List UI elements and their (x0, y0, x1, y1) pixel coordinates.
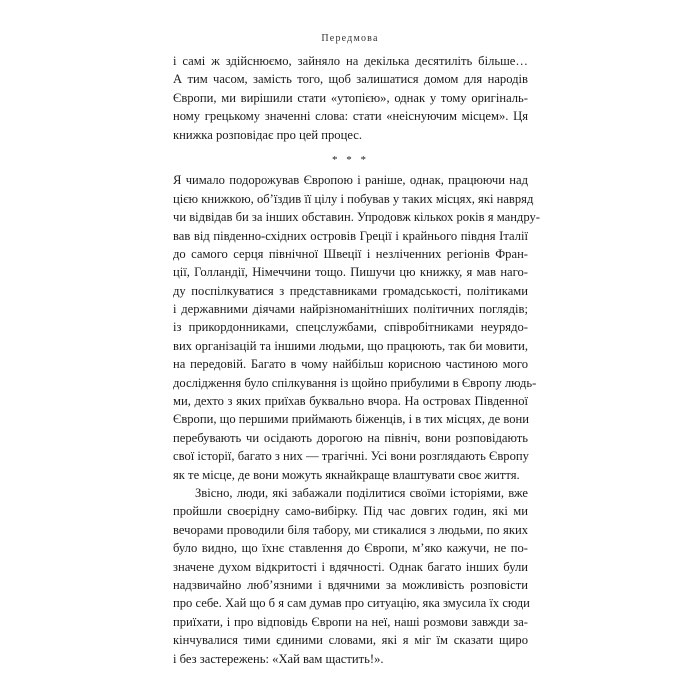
text-line: цією книжкою, об’їздив її цілу і побував у таких місцях, які навряд (173, 191, 534, 206)
paragraph-3 (173, 484, 528, 668)
text-line: про себе. Хай що б я сам думав про ситуацію, яка змусила їх сюди (173, 596, 530, 611)
text-line: ції, Голландії, Німеччини тощо. Пишучи цю книжку, я мав наго- (173, 265, 528, 280)
text-line: приїхати, і про відповідь Європи на неї, наші розмови завжди за- (173, 614, 528, 629)
text-line: ду поспілкуватися з представниками громадськості, політиками (173, 283, 528, 298)
text-line: Звісно, люди, які забажали поділитися своїми історіями, вже (195, 485, 528, 500)
text-line: Я чимало подорожував Європою і раніше, однак, працюючи над (173, 173, 528, 188)
text-line: і самі ж здійснюємо, зайняло на декілька десятиліть більше… (173, 54, 528, 68)
text-line: як те місце, де вони можуть якнайкраще влаштувати своє життя. (173, 467, 520, 482)
text-line: кінчувалися тими єдиними словами, які я міг їм сказати щиро (173, 633, 528, 648)
text-line: перебувають чи осідають дорогою на північ, вони розповідають (173, 430, 528, 445)
text-line: ному грецькому значенні слова: стати «неіснуючим місцем». Ця (173, 109, 528, 124)
text-line: вих організацій та іншими людьми, що працюють, так би мовити, (173, 338, 528, 353)
text-line: значене духом відкритості і вдячності. Однак багато інших були (173, 559, 528, 574)
text-line: вечорами проводили біля табору, ми стикалися з людьми, по яких (173, 522, 528, 537)
section-separator: * * * (332, 153, 369, 166)
text-line: і державними діячами найрізноманітніших політичних поглядів; (173, 302, 528, 317)
running-head: Передмова (321, 33, 379, 44)
text-line: А тим часом, замість того, щоб залишатися домом для народів (173, 72, 528, 87)
text-line: на передовій. Багато в чому найбільш корисною частиною мого (173, 357, 528, 372)
paragraph-2 (173, 171, 540, 484)
text-line: Європи, що першими приймають біженців, і в тих місцях, де вони (173, 412, 529, 427)
text-line: чи відвідав би за інших обставин. Упродовж кількох років я мандру- (173, 210, 540, 225)
text-line: книжка розповідає про цей процес. (173, 127, 362, 142)
text-line: ми, дехто з яких приїхав буквально вчора. На островах Південної (173, 394, 528, 409)
text-line: дослідження було спілкування із щойно прибулими в Європу людь- (173, 375, 537, 390)
text-line: пройшли своєрідну само-вибірку. Під час довгих годин, які ми (173, 504, 528, 519)
body-text (173, 52, 540, 668)
text-line: до самого серця північної Швеції і незліченних регіонів Фран- (173, 246, 528, 261)
text-line: і без застережень: «Хай вам щастить!». (173, 651, 384, 666)
text-line: Європи, ми вирішили стати «утопією», однак у тому оригіналь- (173, 90, 528, 105)
paragraph-1 (173, 52, 528, 144)
text-line: було видно, що їхнє ставлення до Європи, м’яко кажучи, не по- (173, 541, 528, 556)
text-line: вав від південно-східних островів Греції і крайнього півдня Італії (173, 228, 528, 243)
text-line: надзвичайно люб’язними і вдячними за можливість розповісти (173, 577, 528, 592)
text-line: свої історії, багато з них — трагічні. Усі вони розглядають Європу (173, 449, 529, 464)
text-line: із прикордонниками, спецслужбами, співробітниками неурядо- (173, 320, 528, 335)
